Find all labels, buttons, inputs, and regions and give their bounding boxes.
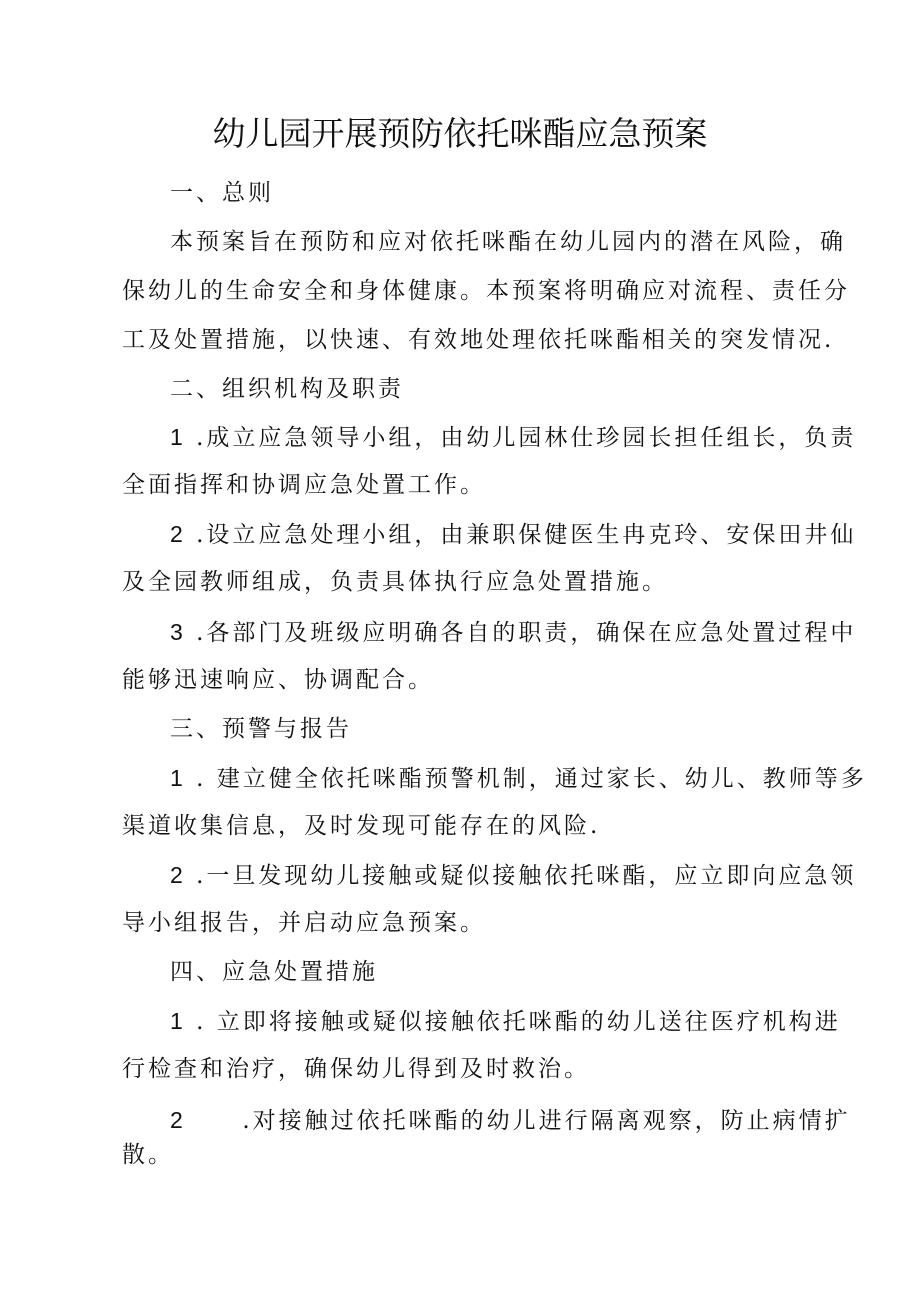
list-item-text: .对接触过依托咪酯的幼儿进行隔离观察，防止病情扩 bbox=[242, 1108, 851, 1134]
list-item-number: 1 bbox=[170, 765, 186, 791]
list-item-continuation: 渠道收集信息，及时发现可能存在的风险. bbox=[122, 813, 601, 839]
list-item-number: 2 bbox=[170, 862, 186, 888]
list-item-text: .成立应急领导小组，由幼儿园林仕珍园长担任组长，负责 bbox=[196, 425, 857, 451]
document-title: 幼儿园开展预防依托咪酯应急预案 bbox=[212, 114, 708, 153]
list-item-text: . 建立健全依托咪酯预警机制，通过家长、幼儿、教师等多 bbox=[196, 766, 867, 792]
list-item-number: 1 bbox=[170, 424, 186, 450]
list-item-continuation: 行检查和治疗，确保幼儿得到及时救治。 bbox=[122, 1056, 590, 1082]
list-item-text: .各部门及班级应明确各自的职责，确保在应急处置过程中 bbox=[196, 620, 857, 646]
list-item-line bbox=[170, 763, 867, 794]
list-item-text: .一旦发现幼儿接触或疑似接触依托咪酯，应立即向应急领 bbox=[196, 863, 857, 889]
section-heading-general: 一、总则 bbox=[170, 180, 274, 206]
list-item-line bbox=[170, 617, 857, 648]
section-heading-warning: 三、预警与报告 bbox=[170, 716, 352, 742]
list-item-number: 3 bbox=[170, 619, 186, 645]
paragraph-line: 保幼儿的生命安全和身体健康。本预案将明确应对流程、责任分 bbox=[122, 278, 850, 304]
list-item-number: 1 bbox=[170, 1008, 186, 1034]
paragraph-line: 本预案旨在预防和应对依托咪酯在幼儿园内的潜在风险，确 bbox=[170, 229, 846, 255]
list-item-continuation: 导小组报告，并启动应急预案。 bbox=[122, 910, 486, 936]
list-item-line bbox=[170, 1006, 841, 1037]
list-item-line bbox=[170, 422, 857, 453]
list-item-text: . 立即将接触或疑似接触依托咪酯的幼儿送往医疗机构进 bbox=[196, 1009, 841, 1035]
list-item-line bbox=[170, 860, 857, 891]
section-heading-organization: 二、组织机构及职责 bbox=[170, 376, 404, 402]
list-item-continuation: 散。 bbox=[122, 1142, 174, 1168]
list-item-continuation: 及全园教师组成，负责具体执行应急处置措施。 bbox=[122, 569, 668, 595]
list-item-line bbox=[170, 1105, 851, 1136]
paragraph-line: 工及处置措施，以快速、有效地处理依托咪酯相关的突发情况. bbox=[122, 327, 835, 353]
section-heading-response: 四、应急处置措施 bbox=[170, 959, 378, 985]
list-item-continuation: 能够迅速响应、协调配合。 bbox=[122, 667, 434, 693]
list-item-number: 2 bbox=[170, 1107, 186, 1133]
list-item-line bbox=[170, 519, 857, 550]
list-item-number: 2 bbox=[170, 521, 186, 547]
list-item-text: .设立应急处理小组，由兼职保健医生冉克玲、安保田井仙 bbox=[196, 522, 857, 548]
list-item-continuation: 全面指挥和协调应急处置工作。 bbox=[122, 472, 486, 498]
